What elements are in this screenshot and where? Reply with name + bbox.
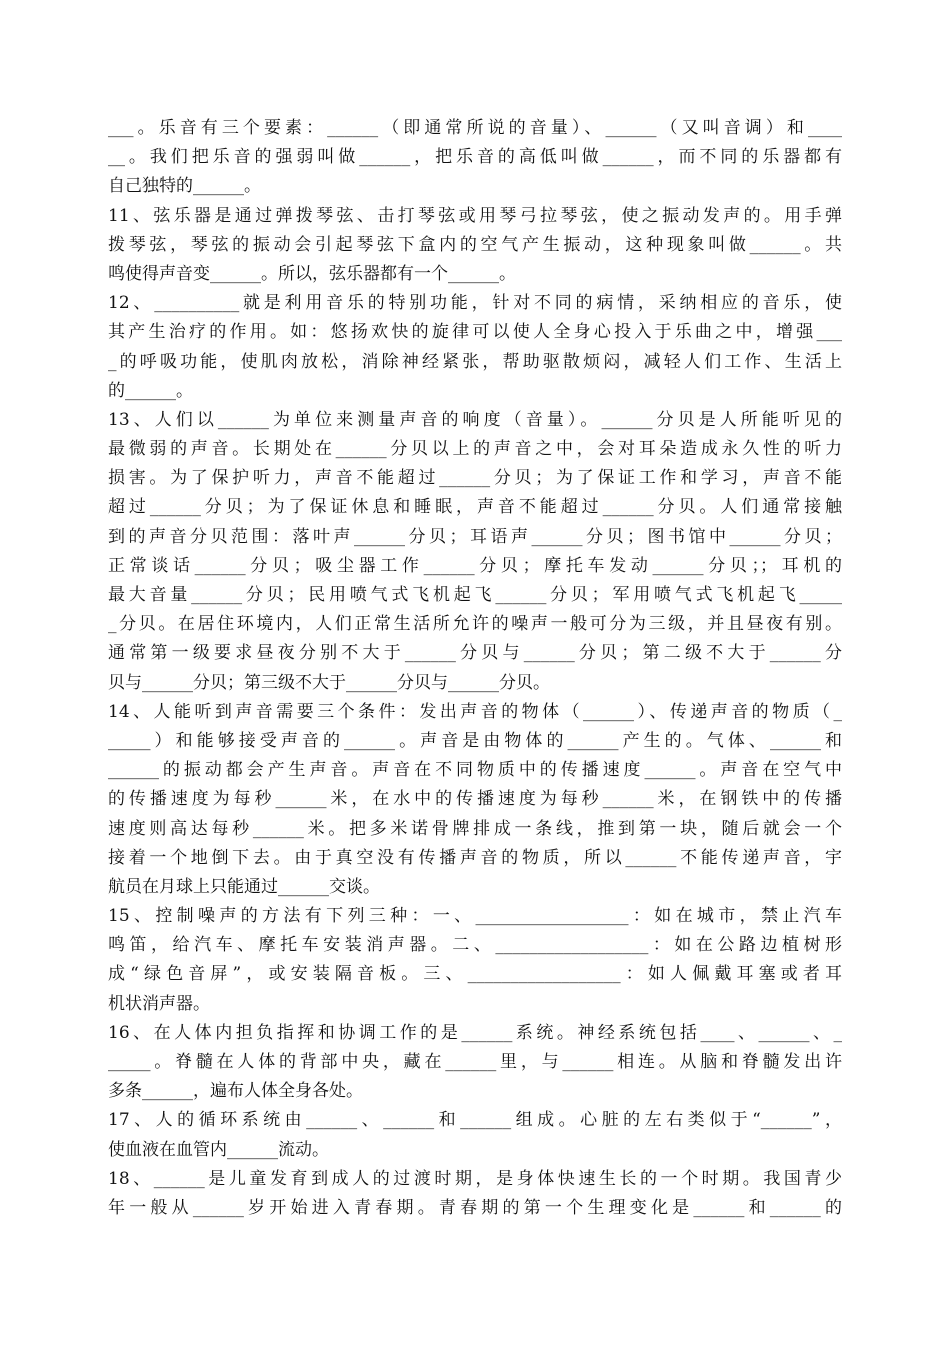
text-line: 最微弱的声音。长期处在______分贝以上的声音之中，会对耳朵造成永久性的听力 [108, 439, 842, 460]
text-line: 机状消声器。 [108, 993, 210, 1014]
text-line: _____。脊髓在人体的背部中央，藏在______里，与______相连。从脑和脊髓发出许 [108, 1052, 842, 1072]
text-line: 成“绿色音屏”，或安装隔音板。三、__________________：如人佩戴耳塞或者耳 [108, 964, 842, 985]
text-line: _____）和能够接受声音的______。声音是由物体的______产生的。气体、______和 [108, 730, 842, 751]
text-line: 最大音量______分贝；民用喷气式飞机起飞______分贝；军用喷气式飞机起飞_____ [108, 585, 842, 605]
question-13-line: 13、人们以______为单位来测量声音的响度（音量）。______分贝是人所能听见的 [108, 409, 842, 430]
text-line: 损害。为了保护听力，声音不能超过______分贝；为了保证工作和学习，声音不能 [108, 468, 842, 489]
text-line: 航员在月球上只能通过______交谈。 [108, 876, 380, 897]
text-line: 通常第一级要求昼夜分别不大于______分贝与______分贝；第二级不大于______分 [108, 643, 842, 664]
text-line: 自己独特的______。 [108, 176, 261, 197]
text-line: _的呼吸功能，使肌肉放松，消除神经紧张，帮助驱散烦闷，减轻人们工作、生活上 [108, 351, 842, 372]
text-line: 年一般从______岁开始进入青春期。青春期的第一个生理变化是______和______的 [108, 1197, 842, 1218]
text-line: __。我们把乐音的强弱叫做______，把乐音的高低叫做______，而不同的乐器都有 [108, 147, 842, 168]
question-15-line: 15、控制噪声的方法有下列三种：一、__________________：如在城市，禁止汽车 [108, 906, 842, 927]
text-line: ___。乐音有三个要素：______（即通常所说的音量）、______（又叫音调）和____ [108, 118, 842, 138]
question-14-line: 14、人能听到声音需要三个条件：发出声音的物体（______）、传递声音的物质（_ [108, 701, 842, 722]
text-line: 接着一个地倒下去。由于真空没有传播声音的物质，所以______不能传递声音，宇 [108, 847, 842, 868]
question-17-line: 17、人的循环系统由______、______和______组成。心脏的左右类似于“______”， [108, 1110, 842, 1131]
text-line: 鸣笛，给汽车、摩托车安装消声器。二、__________________：如在公路边植树形 [108, 935, 842, 956]
document-page [108, 114, 842, 1223]
text-line: 其产生治疗的作用。如：悠扬欢快的旋律可以使人全身心投入于乐曲之中，增强___ [108, 322, 842, 343]
text-line: 贝与______分贝；第三级不大于______分贝与______分贝。 [108, 672, 550, 693]
question-12-line: 12、__________就是利用音乐的特别功能，针对不同的病情，采纳相应的音乐，使 [108, 293, 842, 314]
text-line: 鸣使得声音变______。所以，弦乐器都有一个______。 [108, 263, 516, 284]
question-11-line: 11、弦乐器是通过弹拨琴弦、击打琴弦或用琴弓拉琴弦，使之振动发声的。用手弹 [108, 205, 842, 226]
text-line: 正常谈话______分贝；吸尘器工作______分贝；摩托车发动______分贝；；耳机的 [108, 555, 842, 576]
text-line: 的传播速度为每秒______米，在水中的传播速度为每秒______米，在钢铁中的传播 [108, 789, 842, 810]
question-18-line: 18、______是儿童发育到成人的过渡时期，是身体快速生长的一个时期。我国青少 [108, 1168, 842, 1189]
text-line: 使血液在血管内______流动。 [108, 1139, 329, 1160]
text-line: 拨琴弦，琴弦的振动会引起琴弦下盒内的空气产生振动，这种现象叫做______。共 [108, 234, 842, 255]
text-line: 的______。 [108, 380, 193, 401]
text-line: _分贝。在居住环境内，人们正常生活所允许的噪声一般可分为三级，并且昼夜有别。 [108, 614, 842, 635]
text-line: 速度则高达每秒______米。把多米诺骨牌排成一条线，推到第一块，随后就会一个 [108, 818, 842, 839]
question-16-line: 16、在人体内担负指挥和协调工作的是______系统。神经系统包括____、______、_ [108, 1022, 842, 1043]
text-line: ______的振动都会产生声音。声音在不同物质中的传播速度______。声音在空气中 [108, 760, 842, 781]
text-line: 多条______，遍布人体全身各处。 [108, 1081, 363, 1102]
text-line: 超过______分贝；为了保证休息和睡眠，声音不能超过______分贝。人们通常接触 [108, 497, 842, 518]
text-line: 到的声音分贝范围：落叶声______分贝；耳语声______分贝；图书馆中______分贝； [108, 526, 842, 547]
